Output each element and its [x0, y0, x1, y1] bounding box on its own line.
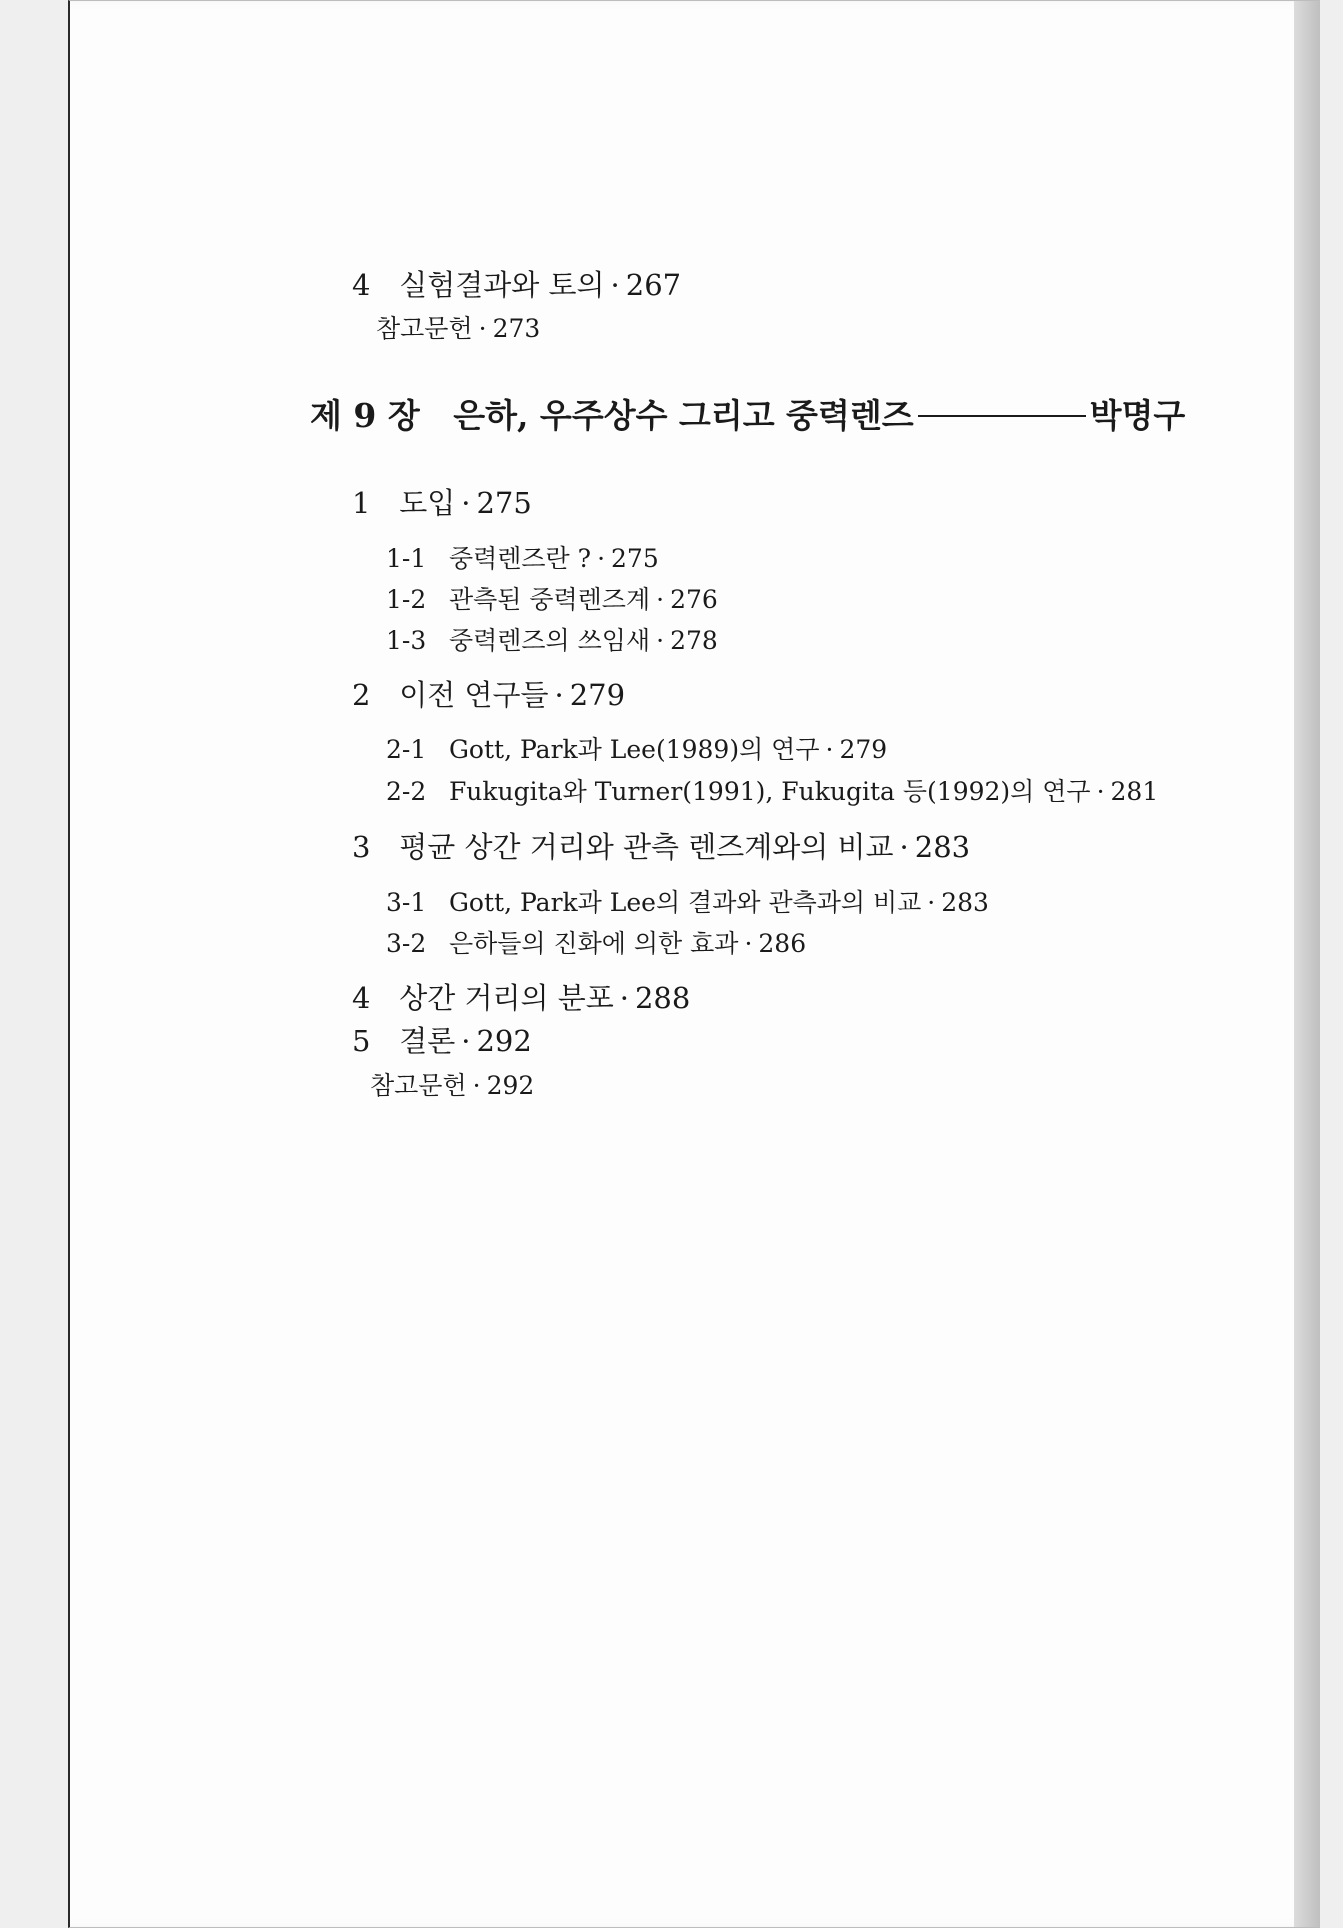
toc-subsection-3-1: [386, 890, 989, 915]
subsection-number: 3-1: [386, 888, 427, 917]
separator-dot: ·: [656, 626, 665, 655]
separator-dot: ·: [744, 929, 753, 958]
section-title: 평균 상간 거리와 관측 렌즈계와의 비교: [399, 830, 894, 864]
separator-dot: ·: [656, 585, 665, 614]
subsection-title: Fukugita와 Turner(1991), Fukugita 등(1992)의 연구: [448, 777, 1091, 806]
toc-section-1: [352, 486, 532, 520]
section-title: 결론: [399, 1024, 456, 1058]
page-number: 276: [670, 585, 718, 614]
toc-section-5: [352, 1024, 532, 1058]
section-number: 1: [352, 486, 371, 520]
page-number: 292: [486, 1071, 535, 1100]
section-number: 2: [352, 678, 371, 712]
chapter-heading: [310, 396, 1186, 435]
separator-dot: ·: [610, 268, 620, 302]
book-page: [68, 0, 1320, 1928]
toc-subsection-1-2: [386, 587, 718, 612]
page-number: 267: [625, 268, 682, 302]
separator-dot: ·: [597, 544, 606, 573]
section-title: 실험결과와 토의: [399, 268, 605, 302]
separator-dot: ·: [619, 981, 629, 1015]
page-number: 286: [758, 929, 807, 958]
toc-subsection-3-2: [386, 931, 806, 956]
section-title: 이전 연구들: [399, 678, 549, 712]
page-number: 281: [1110, 777, 1159, 806]
toc-section-2: [352, 678, 626, 712]
subsection-title: 중력렌즈란 ?: [448, 544, 592, 573]
subsection-title: 은하들의 진화에 의한 효과: [448, 929, 739, 958]
page-number: 279: [569, 678, 626, 712]
section-number: 4: [352, 268, 371, 302]
section-number: 4: [352, 981, 371, 1015]
chapter-dash-rule: [918, 415, 1086, 417]
separator-dot: ·: [461, 486, 471, 520]
section-title: 상간 거리의 분포: [399, 981, 614, 1015]
chapter-label: 제 9 장: [310, 396, 420, 435]
page-number: 278: [670, 626, 718, 655]
toc-subsection-2-1: [386, 737, 887, 762]
subsection-number: 1-2: [386, 585, 427, 614]
toc-subsection-1-1: [386, 546, 659, 571]
page-number: 275: [611, 544, 659, 573]
subsection-number: 1-1: [386, 544, 427, 573]
separator-dot: ·: [899, 830, 909, 864]
page-number: 273: [492, 314, 541, 343]
page-number: 283: [941, 888, 989, 917]
page-number: 279: [839, 735, 888, 764]
section-number: 3: [352, 830, 371, 864]
separator-dot: ·: [927, 888, 936, 917]
separator-dot: ·: [1096, 777, 1105, 806]
toc-section-prev-4: [352, 268, 682, 302]
separator-dot: ·: [825, 735, 834, 764]
page-edge-shadow: [1294, 1, 1320, 1927]
separator-dot: ·: [554, 678, 564, 712]
subsection-title: Gott, Park과 Lee(1989)의 연구: [448, 735, 820, 764]
toc-subsection-1-3: [386, 628, 718, 653]
references-label: 참고문헌: [376, 314, 473, 343]
subsection-title: 중력렌즈의 쓰임새: [448, 626, 651, 655]
subsection-number: 2-2: [386, 777, 427, 806]
subsection-title: 관측된 중력렌즈계: [448, 585, 651, 614]
subsection-number: 1-3: [386, 626, 427, 655]
page-number: 275: [476, 486, 532, 520]
toc-section-3: [352, 830, 971, 864]
chapter-title: 은하, 우주상수 그리고 중력렌즈: [453, 396, 914, 435]
page-number: 292: [476, 1024, 532, 1058]
toc-references-prev: [376, 316, 540, 341]
toc-subsection-2-2: [386, 779, 1158, 804]
separator-dot: ·: [472, 1071, 481, 1100]
page-number: 283: [914, 830, 971, 864]
page-number: 288: [634, 981, 691, 1015]
toc-references: [370, 1073, 534, 1098]
references-label: 참고문헌: [370, 1071, 467, 1100]
section-number: 5: [352, 1024, 371, 1058]
separator-dot: ·: [478, 314, 487, 343]
subsection-number: 3-2: [386, 929, 427, 958]
section-title: 도입: [399, 486, 456, 520]
toc-section-4: [352, 981, 691, 1015]
subsection-title: Gott, Park과 Lee의 결과와 관측과의 비교: [448, 888, 922, 917]
separator-dot: ·: [461, 1024, 471, 1058]
chapter-author: 박명구: [1089, 396, 1186, 435]
subsection-number: 2-1: [386, 735, 427, 764]
